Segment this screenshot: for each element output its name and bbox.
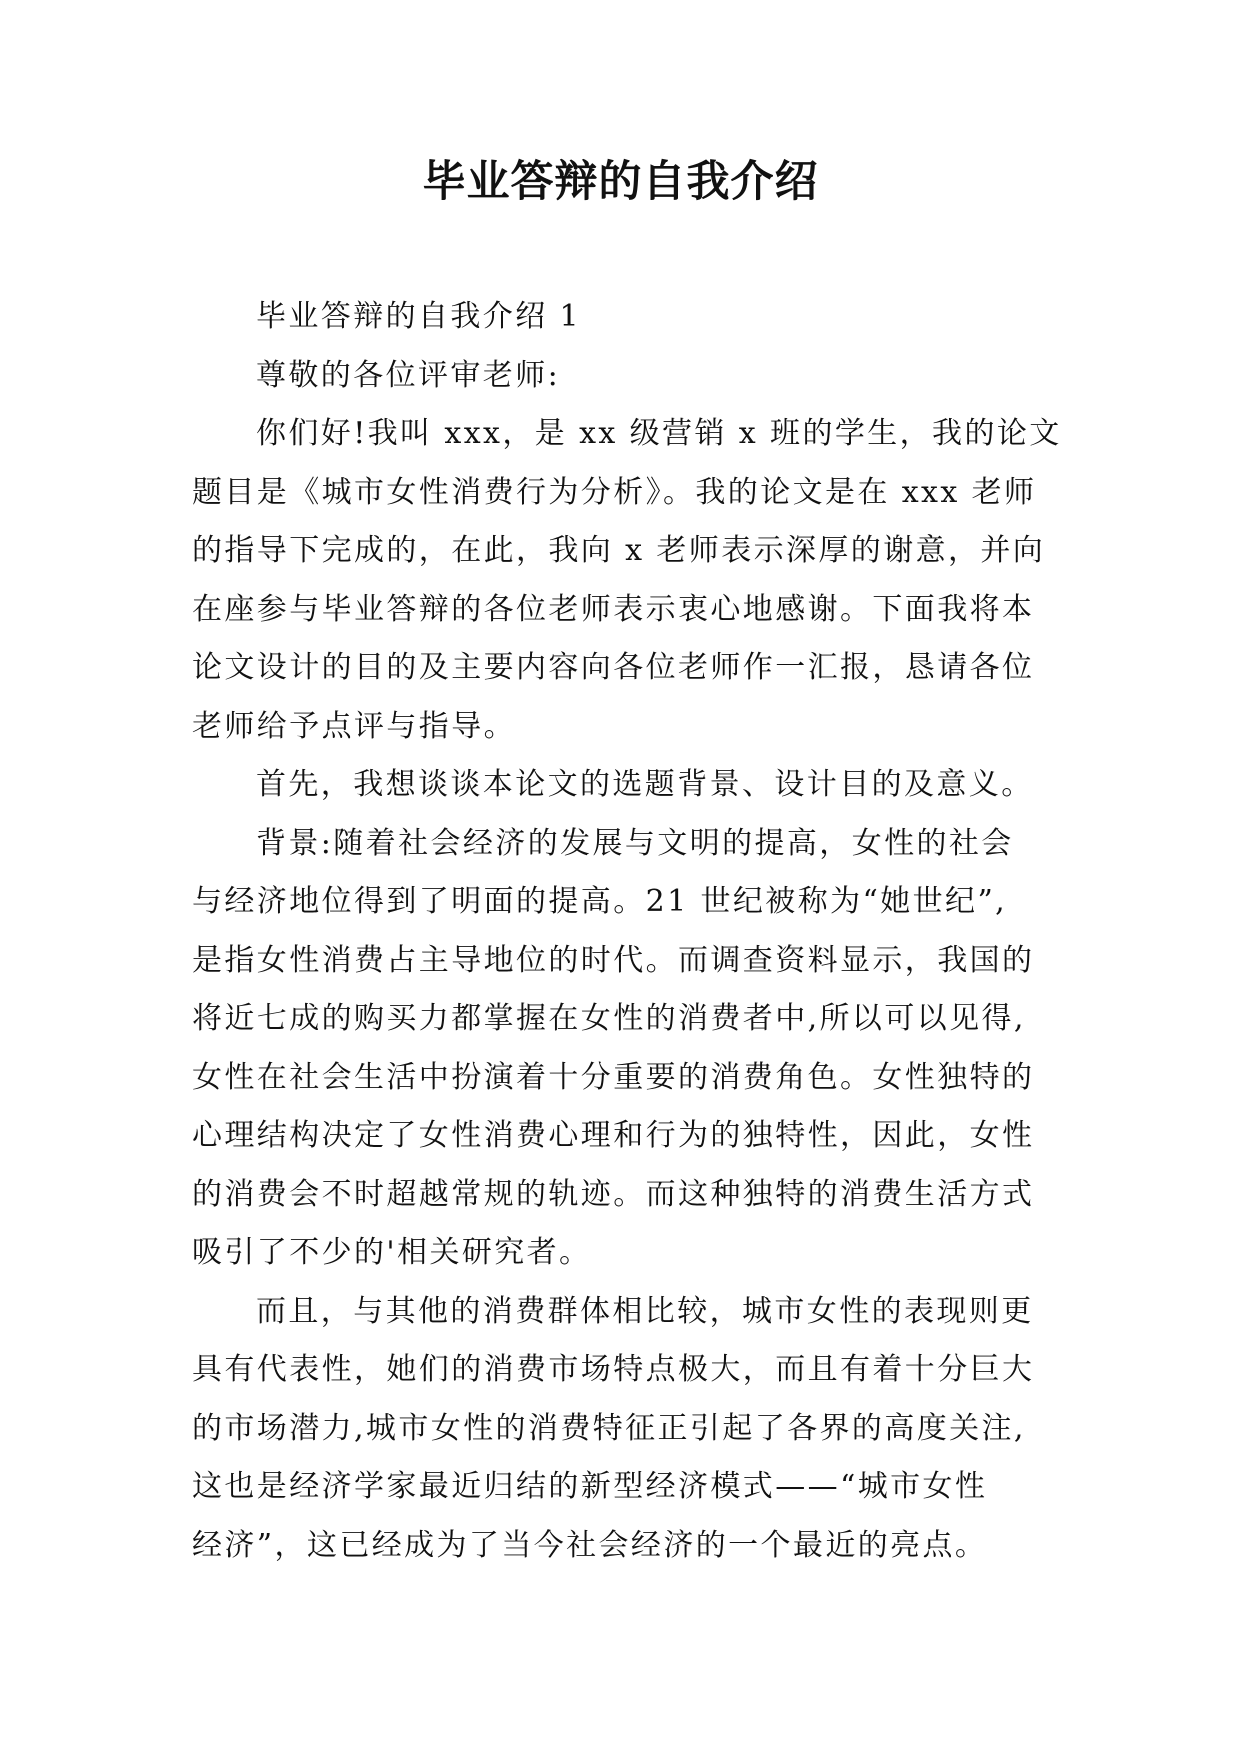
text-line: 背景:随着社会经济的发展与文明的提高，女性的社会: [256, 825, 1014, 861]
text-line: 的市场潜力,城市女性的消费特征正引起了各界的高度关注,: [192, 1410, 1026, 1446]
text-line: 女性在社会生活中扮演着十分重要的消费角色。女性独特的: [192, 1059, 1035, 1095]
text-line: 具有代表性，她们的消费市场特点极大，而且有着十分巨大: [192, 1352, 1035, 1387]
text-line: 毕业答辩的自我介绍 1: [256, 299, 582, 334]
paragraph-salutation: [192, 347, 1052, 406]
paragraph-background: [192, 815, 1052, 1283]
text-line: 而且，与其他的消费群体相比较，城市女性的表现则更: [256, 1293, 1034, 1329]
paragraph-topic-intro: [192, 756, 1052, 815]
document-title: 毕业答辩的自我介绍: [422, 157, 819, 207]
text-line: 尊敬的各位评审老师:: [256, 357, 561, 393]
text-line: 你们好!我叫 xxx，是 xx 级营销 x 班的学生，我的论文: [256, 416, 1062, 451]
text-line: 题目是《城市女性消费行为分析》。我的论文是在 xxx 老师: [192, 474, 1037, 510]
text-line: 老师给予点评与指导。: [192, 708, 516, 744]
text-line: 与经济地位得到了明面的提高。21 世纪被称为“她世纪”,: [192, 884, 1008, 919]
document-body: [192, 288, 1062, 1575]
paragraph-greeting: [192, 405, 1062, 756]
paragraph-section-heading: [192, 288, 1052, 347]
text-line: 将近七成的购买力都掌握在女性的消费者中,所以可以见得,: [192, 1001, 1026, 1036]
text-line: 是指女性消费占主导地位的时代。而调查资料显示，我国的: [192, 942, 1035, 978]
text-line: 经济”，这已经成为了当今社会经济的一个最近的亮点。: [192, 1527, 988, 1563]
text-line: 论文设计的目的及主要内容向各位老师作一汇报，恳请各位: [192, 650, 1035, 685]
text-line: 首先，我想谈谈本论文的选题背景、设计目的及意义。: [256, 767, 1034, 802]
text-line: 心理结构决定了女性消费心理和行为的独特性，因此，女性: [192, 1118, 1035, 1153]
text-line: 的消费会不时超越常规的轨迹。而这种独特的消费生活方式: [192, 1176, 1035, 1212]
text-line: 吸引了不少的'相关研究者。: [192, 1235, 592, 1270]
paragraph-urban-women: [192, 1283, 1052, 1576]
text-line: 在座参与毕业答辩的各位老师表示衷心地感谢。下面我将本: [192, 591, 1035, 627]
text-line: 这也是经济学家最近归结的新型经济模式——“城市女性: [192, 1469, 988, 1504]
text-line: 的指导下完成的，在此，我向 x 老师表示深厚的谢意，并向: [192, 533, 1046, 568]
